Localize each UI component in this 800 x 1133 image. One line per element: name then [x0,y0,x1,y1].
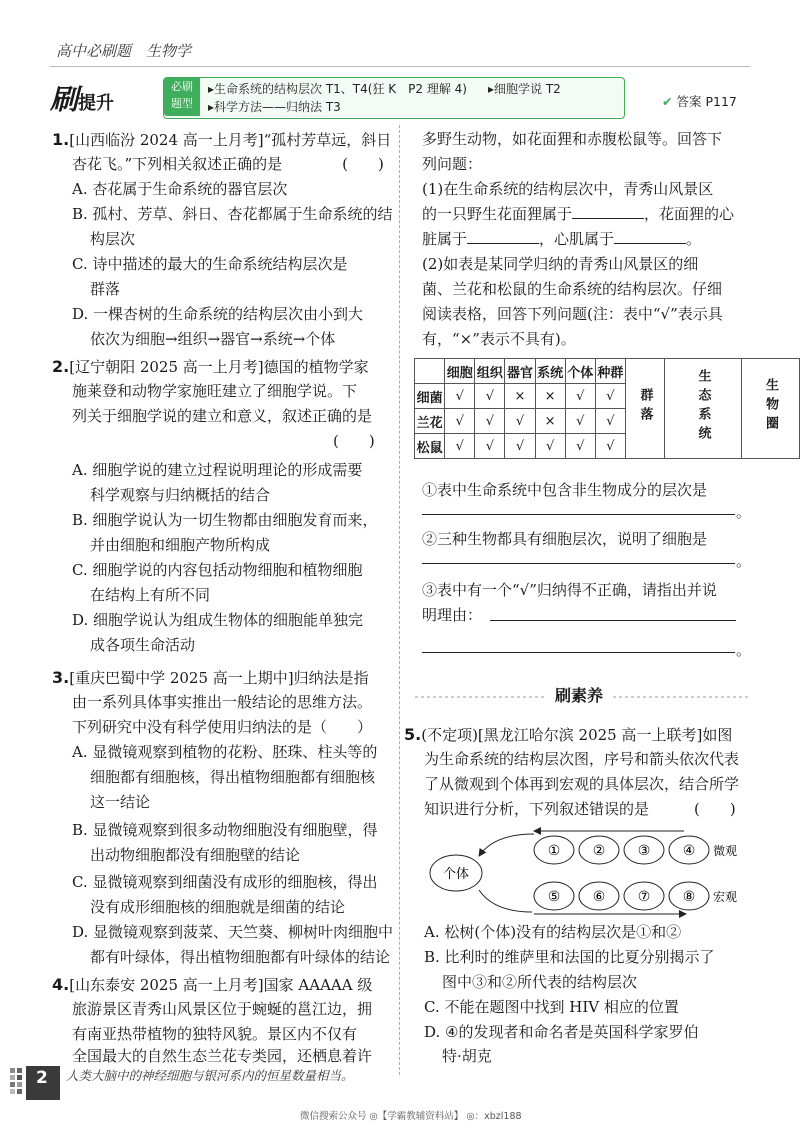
node-bottom-label: ⑤ [547,889,561,905]
q4-sub2-line-4: 有，“×”表示不具有)。 [422,330,576,348]
q4-sub2-line-2: 菌、兰花和松鼠的生命系统的结构层次。仔细 [422,280,723,298]
q1-option-d: D. 一棵杏树的生命系统的结构层次由小到大 [72,305,364,323]
sub-q3-cont: 明理由： [422,606,483,624]
table-cell: √ [595,434,625,459]
curve-line-bottom [479,890,532,912]
badge-line-2: 题型 [171,97,193,110]
q4-number: 4. [52,975,70,994]
q2-number: 2. [52,357,70,376]
node-bottom-label: ⑦ [637,889,651,905]
table-cell: √ [475,384,505,409]
row-label: 细菌 [415,384,445,409]
q2-option-d: D. 细胞学说认为组成生物体的细胞能单独完 [72,611,364,629]
curve-arrow-top [479,834,534,856]
answer-line-3[interactable] [490,620,736,621]
q4-cont-2: 列问题： [422,155,483,173]
q4-sub1-text-b: ，花面狸的心 [644,205,735,223]
q4-sub1-text-a: 的一只野生花面狸属于 [422,205,573,223]
life-level-diagram [424,826,744,918]
table-cell: √ [595,409,625,434]
q1-option-b: B. 孤村、芳草、斜日、杏花都属于生命系统的结 [72,205,393,223]
q5-line-2: 为生命系统的结构层次图，序号和箭头依次代表 [424,750,740,768]
q5-option-c: C. 不能在题图中找到 HIV 相应的位置 [424,998,679,1016]
answer-reference [662,92,737,110]
q1-option-b-cont: 构层次 [90,230,136,248]
q4-sub1-line-1: (1)在生命系统的结构层次中，青秀山风景区 [422,180,714,198]
q1-option-c-cont: 群落 [90,280,121,298]
macro-label: 宏观 [713,890,738,904]
q2-option-d-cont: 成各项生命活动 [90,636,196,654]
node-top-label: ① [547,843,561,859]
q4-cont-1: 多野生动物，如花面狸和赤腹松鼠等。回答下 [422,130,723,148]
q4-sub2-line-1: (2)如表是某同学归纳的青秀山风景区的细 [422,255,699,273]
q3-text-1: [重庆巴蜀中学 2025 高一上期中]归纳法是指 [69,669,369,687]
q3-option-d-cont: 都有叶绿体，得出植物细胞都有叶绿体的结论 [90,948,391,966]
column-divider [399,125,400,1075]
node-top-label: ③ [637,843,651,859]
header-divider [50,66,750,67]
table-col-qunluo [625,359,664,459]
sub-q3: ③表中有一个“√”归纳得不正确，请指出并说 [422,581,717,599]
q1-option-d-cont: 依次为细胞→组织→器官→系统→个体 [90,330,336,348]
bishua-badge [164,78,200,116]
q2-text-1: [辽宁朝阳 2025 高一上月考]德国的植物学家 [69,358,369,376]
q5-option-d: D. ④的发现者和命名者是英国科学家罗伯 [424,1023,699,1041]
q4-sub1-text-e: 。 [686,230,702,248]
q1-number: 1. [52,130,70,149]
micro-label: 微观 [713,844,738,858]
q3-option-c-cont: 没有成形细胞核的细胞就是细菌的结论 [90,898,346,916]
row-label: 松鼠 [415,434,445,459]
node-bottom-label: ⑥ [592,889,606,905]
q5-option-a: A. 松树(个体)没有的结构层次是①和② [424,923,682,941]
brand-tisheng: 提升 [78,93,115,114]
q5-line-3: 了从微观到个体再到宏观的具体层次，结合所学 [424,775,740,793]
check-icon: ✔ [662,94,673,109]
section-title: 刷素养 [545,683,613,706]
table-cell: √ [475,409,505,434]
q3-number: 3. [52,668,70,687]
footer-note: 人类大脑中的神经细胞与银河系内的恒星数量相当。 [66,1068,354,1083]
table-header: 种群 [595,359,625,384]
node-top-label: ② [592,843,606,859]
q3-option-b-cont: 出动物细胞都没有细胞壁的结论 [90,846,301,864]
table-header: 系统 [535,359,565,384]
q3-line-2: 由一系列具体事实推出一般结论的思维方法。 [72,693,373,711]
book-title: 高中必刷题 生物学 [56,42,192,60]
q3-option-b: B. 显微镜观察到很多动物细胞没有细胞壁，得 [72,821,378,839]
q3-option-a: A. 显微镜观察到植物的花粉、胚珠、柱头等的 [72,743,378,761]
q4-line-4: 全国最大的自然生态兰花专类园，还栖息着许 [72,1047,373,1065]
q3-option-a-cont-1: 细胞都有细胞核，得出植物细胞都有细胞核 [90,768,376,786]
table-cell: × [505,384,535,409]
q4-line-1 [52,972,372,998]
q2-line-2: 施莱登和动物学家施旺建立了细胞学说。下 [72,382,358,400]
table-cell: √ [445,384,475,409]
period-2: 。 [736,552,752,570]
table-header: 组织 [475,359,505,384]
table-cell: √ [535,434,565,459]
q4-sub1-text-c: 脏属于 [422,230,468,248]
node-bottom-label: ⑧ [682,889,696,905]
q1-option-a: A. 杏花属于生命系统的器官层次 [72,180,288,198]
table-cell: √ [565,384,595,409]
q3-option-d: D. 显微镜观察到菠菜、天竺葵、柳树叶肉细胞中 [72,923,394,941]
topic-tag-3: ▸科学方法——归纳法 T3 [208,100,341,114]
q5-option-b-cont: 图中③和②所代表的结构层次 [442,973,638,991]
answer-blank-1[interactable] [572,202,644,219]
q4-line-2: 旅游景区青秀山风景区位于蜿蜒的邕江边，拥 [72,1000,373,1018]
shengwuquan-label: 生物圈 [762,378,778,435]
q5-option-b: B. 比利时的维萨里和法国的比夏分别揭示了 [424,948,715,966]
sub-q1: ①表中生命系统中包含非生物成分的层次是 [422,481,708,499]
page-number: 2 [36,1068,48,1088]
sub-q2: ②三种生物都具有细胞层次，说明了细胞是 [422,530,708,548]
q4-sub2-line-3: 阅读表格，回答下列问题(注：表中“√”表示具 [422,305,723,323]
q3-line-3: 下列研究中没有科学使用归纳法的是（ ） [72,718,373,736]
table-col-shengwuquan [741,359,799,459]
q2-answer-paren: ( ) [333,432,375,450]
q2-option-a-cont: 科学观察与归纳概括的结合 [90,486,271,504]
brand-shua: 刷 [50,83,79,116]
table-header: 细胞 [445,359,475,384]
answer-line-2[interactable] [422,563,735,564]
answer-line-1[interactable] [422,514,735,515]
answer-ref-text: 答案 P117 [676,94,737,109]
q4-sub1-line-2 [422,202,734,227]
table-col-shengtai [664,359,741,459]
q4-sub1-text-d: ，心肌属于 [539,230,615,248]
q2-option-b-cont: 并由细胞和细胞产物所构成 [90,536,271,554]
center-label: 个体 [442,867,470,882]
node-top-label: ④ [682,843,696,859]
shengtai-label: 生态系统 [695,368,711,445]
brand-logo [50,78,114,118]
table-cell: √ [445,409,475,434]
table-header: 个体 [565,359,595,384]
topic-tag-1: ▸生命系统的结构层次 T1、T4(狂 K P2 理解 4) [208,82,467,96]
q2-option-a: A. 细胞学说的建立过程说明理论的形成需要 [72,461,363,479]
table-corner [415,359,445,384]
q5-line-4: 知识进行分析，下列叙述错误的是 ( ) [424,800,736,818]
period-3: 。 [736,641,752,659]
q1-line-1 [52,127,391,153]
table-cell: × [535,409,565,434]
period-1: 。 [736,503,752,521]
qunluo-label: 群落 [637,387,653,426]
q1-text-1: [山西临汾 2024 高一上月考]“孤村芳草远，斜日 [69,131,392,149]
badge-line-1: 必刷 [171,80,193,93]
q5-option-d-cont: 特·胡克 [442,1047,492,1065]
q2-option-c-cont: 在结构上有所不同 [90,586,211,604]
table-cell: √ [505,434,535,459]
q1-option-c: C. 诗中描述的最大的生命系统结构层次是 [72,255,348,273]
answer-line-4[interactable] [422,652,735,653]
bottom-watermark: 微信搜索公众号 ◎【学霸教辅资料站】 ◎：xbzl188 [300,1111,522,1122]
life-system-table [414,358,800,459]
table-cell: × [535,384,565,409]
table-cell: √ [595,384,625,409]
table-cell: √ [445,434,475,459]
table-header-row [415,359,800,384]
table-cell: √ [505,409,535,434]
q4-line-3: 有南亚热带植物的独特风貌。景区内不仅有 [72,1025,358,1043]
row-label: 兰花 [415,409,445,434]
q3-option-c: C. 显微镜观察到细菌没有成形的细胞核，得出 [72,873,378,891]
answer-blank-3[interactable] [614,227,686,244]
q3-option-a-cont-2: 这一结论 [90,793,151,811]
q1-line-2: 杏花飞。”下列相关叙述正确的是 ( ) [72,155,384,173]
q5-number: 5. [404,725,422,744]
answer-blank-2[interactable] [467,227,539,244]
q2-option-b: B. 细胞学说认为一切生物都由细胞发育而来， [72,511,378,529]
q3-line-1 [52,665,369,691]
topic-tag-2: ▸细胞学说 T2 [488,82,561,96]
q4-text-1: [山东泰安 2025 高一上月考]国家 AAAAA 级 [69,976,373,994]
table-cell: √ [475,434,505,459]
q4-sub1-line-3 [422,227,701,252]
q2-option-c: C. 细胞学说的内容包括动物细胞和植物细胞 [72,561,363,579]
q5-line-1 [404,722,732,748]
table-cell: √ [565,409,595,434]
table-cell: √ [565,434,595,459]
q2-line-1 [52,354,369,380]
table-header: 器官 [505,359,535,384]
q2-line-3: 列关于细胞学说的建立和意义，叙述正确的是 [72,407,373,425]
page-corner-pattern [8,1062,60,1102]
q5-text-1: (不定项)[黑龙江哈尔滨 2025 高一上联考]如图 [421,726,733,744]
